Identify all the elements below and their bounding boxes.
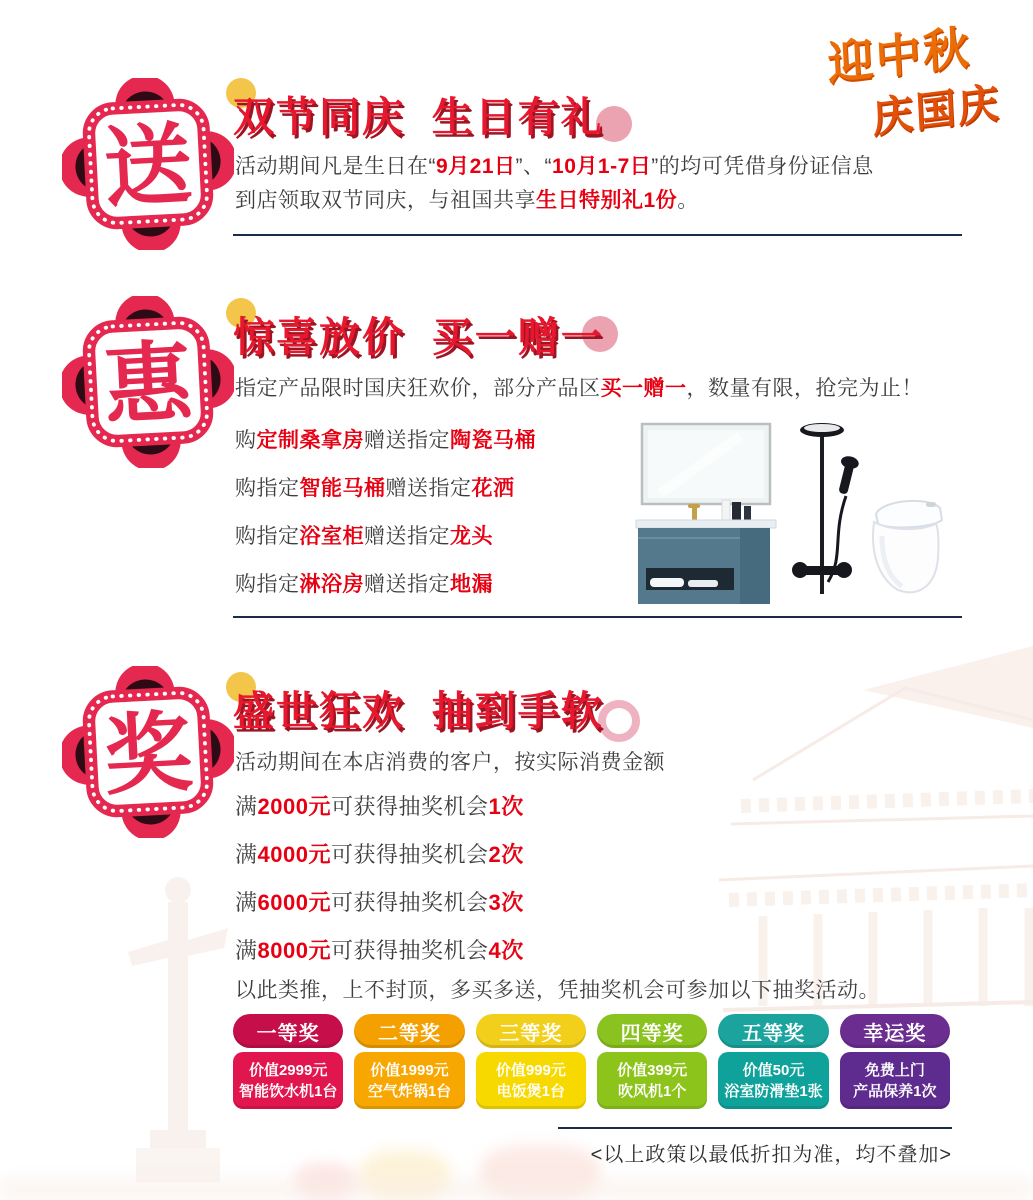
lottery-section-title: 盛世狂欢 抽到手软 xyxy=(233,688,604,734)
prize-tier-header: 五等奖 xyxy=(718,1014,828,1048)
gift-stamp-character: 送 xyxy=(101,114,195,218)
lottery-stamp-character: 奖 xyxy=(101,702,195,806)
prize-item-line: 空气炸锅1台 xyxy=(367,1083,452,1100)
footer-divider xyxy=(558,1127,952,1129)
prize-value-line: 价值399元 xyxy=(617,1062,688,1079)
bottom-color-patch xyxy=(295,1163,355,1200)
prize-tier-value xyxy=(597,1052,707,1109)
lottery-stamp-badge xyxy=(62,666,234,838)
prize-tier-value xyxy=(233,1052,343,1109)
lottery-tier-line: 满6000元可获得抽奖机会3次 xyxy=(235,890,524,915)
prize-tier-value xyxy=(476,1052,586,1109)
gift-body-line: 到店领取双节同庆，与祖国共享生日特别礼1份。 xyxy=(235,189,699,212)
bogo-bullet: 购指定智能马桶赠送指定花洒 xyxy=(235,477,515,500)
lottery-tier-line: 满2000元可获得抽奖机会1次 xyxy=(235,794,524,819)
gift-section-title: 双节同庆 生日有礼 xyxy=(233,94,604,140)
prize-column-fourth xyxy=(597,1014,707,1109)
prize-tier-header: 三等奖 xyxy=(476,1014,586,1048)
bogo-bullet: 购指定浴室柜赠送指定龙头 xyxy=(235,525,493,548)
prize-tier-value xyxy=(718,1052,828,1109)
prize-column-second xyxy=(354,1014,464,1109)
festival-logo xyxy=(826,4,1030,142)
prize-table xyxy=(233,1014,950,1109)
prize-column-fifth xyxy=(718,1014,828,1109)
prize-value-line: 价值2999元 xyxy=(248,1062,328,1079)
prize-tier-header: 幸运奖 xyxy=(840,1014,950,1048)
prize-item-line: 电饭煲1台 xyxy=(496,1083,565,1100)
lottery-more-line: 以此类推，上不封顶，多买多送，凭抽奖机会可参加以下抽奖活动。 xyxy=(235,979,880,1002)
lottery-tier-line: 满4000元可获得抽奖机会2次 xyxy=(235,842,524,867)
logo-line2: 庆国庆 xyxy=(871,79,1002,142)
prize-tier-value xyxy=(354,1052,464,1109)
prize-value-line: 价值50元 xyxy=(742,1062,805,1079)
prize-item-line: 浴室防滑垫1张 xyxy=(724,1083,823,1100)
lottery-intro: 活动期间在本店消费的客户，按实际消费金额 xyxy=(235,751,665,774)
gift-body-line: 活动期间凡是生日在“9月21日”、“10月1-7日”的均可凭借身份证信息 xyxy=(235,155,874,178)
shower-set-image xyxy=(792,423,860,594)
lottery-tier-line: 满8000元可获得抽奖机会4次 xyxy=(235,938,524,963)
prize-value-line: 免费上门 xyxy=(864,1062,925,1079)
smart-toilet-image xyxy=(873,501,942,592)
prize-item-line: 智能饮水机1台 xyxy=(238,1083,338,1100)
gate-watermark-illustration xyxy=(613,628,1033,1018)
logo-line1: 迎中秋 xyxy=(826,20,973,91)
prize-tier-value xyxy=(840,1052,950,1109)
bogo-bullet: 购指定淋浴房赠送指定地漏 xyxy=(235,573,493,596)
prize-tier-header: 二等奖 xyxy=(354,1014,464,1048)
prize-tier-header: 一等奖 xyxy=(233,1014,343,1048)
gift-stamp-badge xyxy=(62,78,234,250)
title-pink-ring xyxy=(598,700,640,742)
prize-column-first xyxy=(233,1014,343,1109)
prize-item-line: 产品保养1次 xyxy=(853,1083,937,1100)
section-divider xyxy=(233,234,962,236)
policy-footnote: <以上政策以最低折扣为准，均不叠加> xyxy=(590,1144,952,1166)
prize-value-line: 价值1999元 xyxy=(370,1062,449,1079)
prize-value-line: 价值999元 xyxy=(495,1062,566,1079)
bottom-color-patch xyxy=(0,1178,1033,1200)
deal-stamp-character: 惠 xyxy=(101,332,195,436)
bogo-bullet: 购定制桑拿房赠送指定陶瓷马桶 xyxy=(235,429,536,452)
deal-stamp-badge xyxy=(62,296,234,468)
bathroom-products-image xyxy=(632,416,954,616)
deal-section-title: 惊喜放价 买一赠一 xyxy=(233,314,604,360)
prize-tier-header: 四等奖 xyxy=(597,1014,707,1048)
prize-column-lucky xyxy=(840,1014,950,1109)
deal-body-line: 指定产品限时国庆狂欢价，部分产品区买一赠一，数量有限，抢完为止！ xyxy=(235,377,923,400)
prize-item-line: 吹风机1个 xyxy=(617,1083,687,1100)
bathroom-mirror-image xyxy=(642,424,770,504)
section-divider xyxy=(233,616,962,618)
bathroom-vanity-image xyxy=(636,500,776,604)
prize-column-third xyxy=(476,1014,586,1109)
